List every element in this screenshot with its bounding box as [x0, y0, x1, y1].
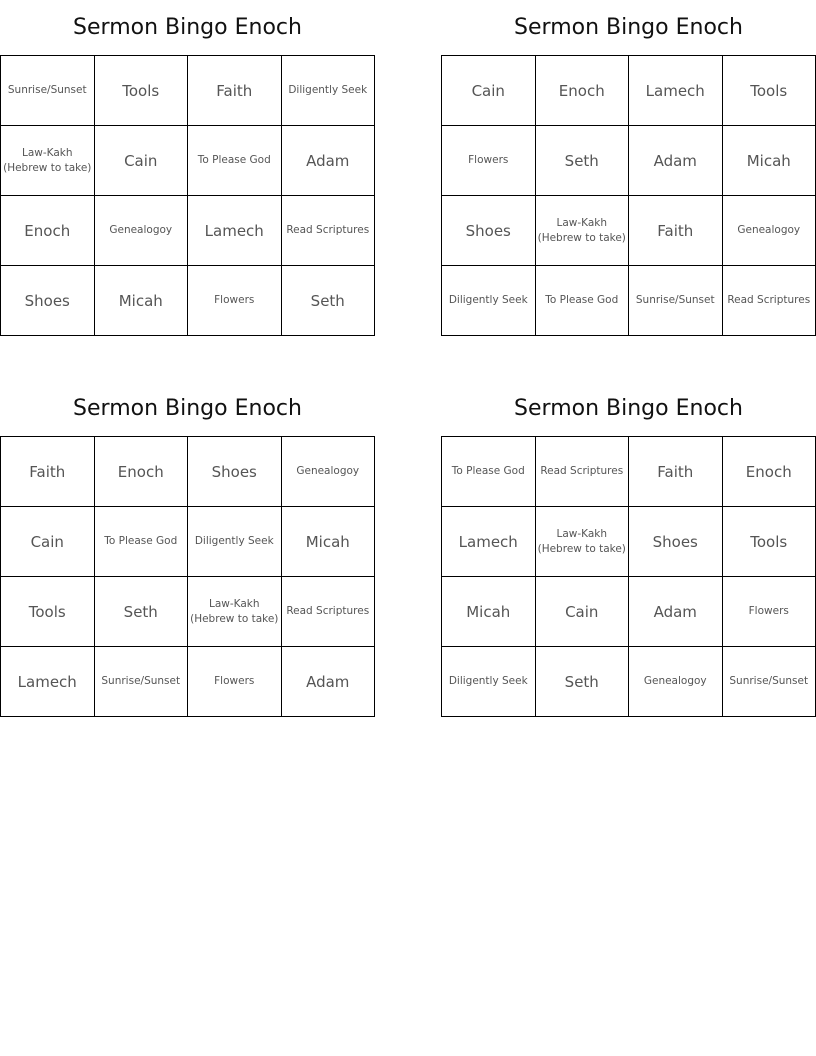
bingo-cell: Tools — [723, 56, 816, 126]
bingo-cell: Law-Kakh (Hebrew to take) — [1, 126, 95, 196]
bingo-cell: Faith — [1, 437, 95, 507]
bingo-cell: Genealogoy — [723, 196, 816, 266]
bingo-cell: Genealogoy — [95, 196, 189, 266]
bingo-cell: Enoch — [723, 437, 816, 507]
bingo-cell: Lamech — [629, 56, 723, 126]
bingo-cell: Adam — [282, 126, 376, 196]
bingo-cell: Read Scriptures — [282, 577, 376, 647]
bingo-cell: Diligently Seek — [442, 266, 536, 336]
bingo-cell: Flowers — [188, 647, 282, 717]
bingo-cell: Seth — [536, 647, 630, 717]
bingo-cell: To Please God — [95, 507, 189, 577]
bingo-cell: Seth — [282, 266, 376, 336]
bingo-cell: Law-Kakh (Hebrew to take) — [188, 577, 282, 647]
bingo-cell: Diligently Seek — [442, 647, 536, 717]
bingo-cell: Shoes — [442, 196, 536, 266]
bingo-cell: Flowers — [723, 577, 816, 647]
bingo-grid — [0, 55, 375, 336]
bingo-cell: Tools — [95, 56, 189, 126]
bingo-card-3 — [0, 381, 375, 717]
bingo-cell: Cain — [95, 126, 189, 196]
bingo-cell: Tools — [1, 577, 95, 647]
bingo-cell: Flowers — [442, 126, 536, 196]
bingo-cell: Read Scriptures — [536, 437, 630, 507]
bingo-cell: Law-Kakh (Hebrew to take) — [536, 196, 630, 266]
bingo-cell: Flowers — [188, 266, 282, 336]
bingo-cell: Sunrise/Sunset — [629, 266, 723, 336]
bingo-cell: Sunrise/Sunset — [95, 647, 189, 717]
bingo-cell: Faith — [629, 437, 723, 507]
bingo-cell: To Please God — [442, 437, 536, 507]
bingo-cell: Cain — [1, 507, 95, 577]
bingo-cell: Shoes — [188, 437, 282, 507]
bingo-cell: Law-Kakh (Hebrew to take) — [536, 507, 630, 577]
bingo-cell: Read Scriptures — [723, 266, 816, 336]
bingo-cell: Shoes — [629, 507, 723, 577]
bingo-card-1 — [0, 0, 375, 336]
bingo-cell: Lamech — [1, 647, 95, 717]
bingo-cell: Shoes — [1, 266, 95, 336]
bingo-cell: Enoch — [95, 437, 189, 507]
card-title: Sermon Bingo Enoch — [514, 396, 743, 421]
bingo-cell: Diligently Seek — [282, 56, 376, 126]
bingo-cell: Enoch — [536, 56, 630, 126]
bingo-grid — [0, 436, 375, 717]
bingo-cell: Cain — [536, 577, 630, 647]
card-title: Sermon Bingo Enoch — [73, 15, 302, 40]
bingo-cell: Faith — [629, 196, 723, 266]
bingo-cell: Lamech — [188, 196, 282, 266]
bingo-cell: Genealogoy — [629, 647, 723, 717]
bingo-cell: Adam — [282, 647, 376, 717]
bingo-cell: Diligently Seek — [188, 507, 282, 577]
bingo-cell: Read Scriptures — [282, 196, 376, 266]
bingo-cell: Micah — [95, 266, 189, 336]
card-title: Sermon Bingo Enoch — [514, 15, 743, 40]
bingo-cell: Seth — [95, 577, 189, 647]
bingo-card-2 — [441, 0, 816, 336]
bingo-cell: Genealogoy — [282, 437, 376, 507]
bingo-cell: Sunrise/Sunset — [723, 647, 816, 717]
bingo-cell: To Please God — [188, 126, 282, 196]
bingo-cell: Faith — [188, 56, 282, 126]
bingo-cell: Cain — [442, 56, 536, 126]
bingo-cell: Adam — [629, 577, 723, 647]
bingo-cell: Micah — [442, 577, 536, 647]
bingo-cell: Enoch — [1, 196, 95, 266]
bingo-card-4 — [441, 381, 816, 717]
bingo-cell: To Please God — [536, 266, 630, 336]
bingo-cell: Lamech — [442, 507, 536, 577]
bingo-grid — [441, 436, 816, 717]
bingo-grid — [441, 55, 816, 336]
bingo-cell: Adam — [629, 126, 723, 196]
bingo-cell: Sunrise/Sunset — [1, 56, 95, 126]
bingo-cell: Tools — [723, 507, 816, 577]
card-title: Sermon Bingo Enoch — [73, 396, 302, 421]
bingo-cell: Seth — [536, 126, 630, 196]
bingo-cell: Micah — [282, 507, 376, 577]
bingo-cell: Micah — [723, 126, 816, 196]
